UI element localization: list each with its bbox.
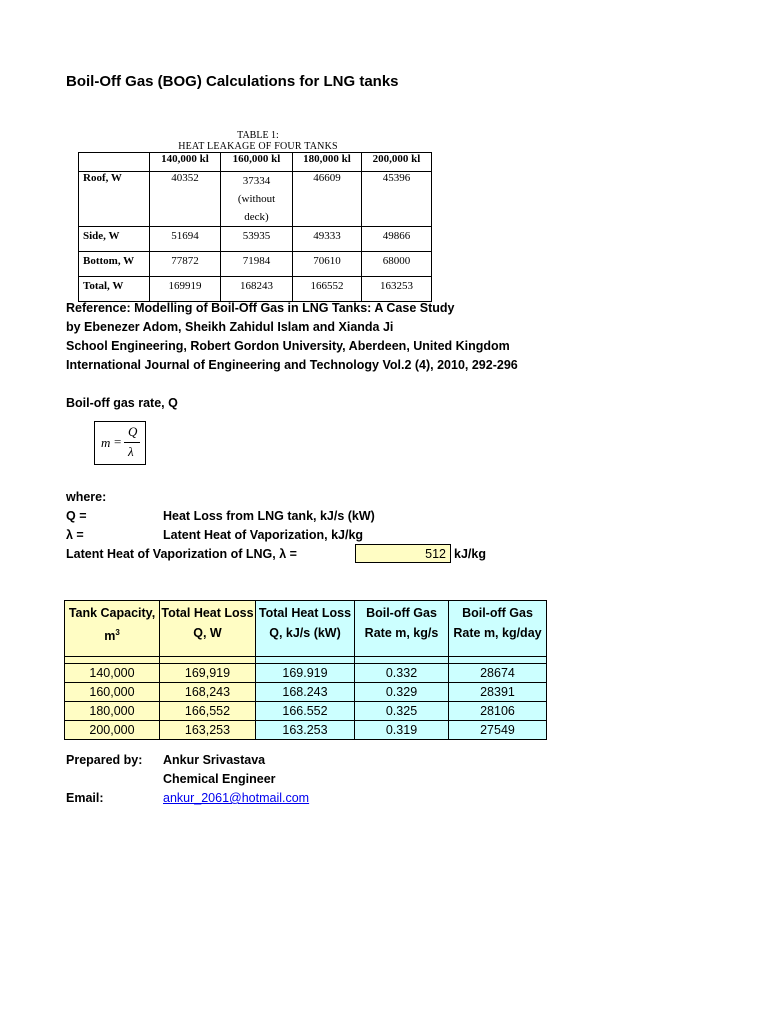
page-title: Boil-Off Gas (BOG) Calculations for LNG tanks — [66, 73, 399, 90]
table-cell[interactable]: 180,000 — [65, 702, 160, 721]
table-cell: 46609 — [293, 172, 362, 227]
spacer-row — [65, 657, 547, 664]
table1-header: 180,000 kl — [293, 153, 362, 172]
email-label: Email: — [66, 791, 104, 805]
reference-authors: by Ebenezer Adom, Sheikh Zahidul Islam and Xianda Ji — [66, 320, 394, 334]
results-table — [64, 600, 547, 740]
table-row — [79, 227, 432, 252]
table1-header: 140,000 kl — [150, 153, 221, 172]
table-cell — [221, 172, 293, 227]
reference-institution: School Engineering, Robert Gordon University, Aberdeen, United Kingdom — [66, 339, 510, 353]
table-cell: 166552 — [293, 277, 362, 302]
q-description: Heat Loss from LNG tank, kJ/s (kW) — [163, 509, 375, 523]
table1-caption-number: TABLE 1: — [237, 130, 279, 141]
table-cell: 168243 — [221, 277, 293, 302]
table-cell: 0.325 — [355, 702, 449, 721]
table1-caption — [78, 130, 438, 152]
table-cell: 0.332 — [355, 664, 449, 683]
table-cell: 49333 — [293, 227, 362, 252]
table-cell: 27549 — [449, 721, 547, 740]
spacer-cell — [355, 657, 449, 664]
row-label: Side, W — [79, 227, 150, 252]
lambda-symbol: λ = — [66, 528, 84, 542]
formula-denominator: λ — [128, 444, 134, 459]
latent-heat-input[interactable]: 512 — [355, 544, 451, 563]
spacer-cell — [256, 657, 355, 664]
table-cell: 51694 — [150, 227, 221, 252]
header-line: Total Heat Loss — [161, 606, 254, 620]
reference-title: Reference: Modelling of Boil-Off Gas in LNG Tanks: A Case Study — [66, 301, 455, 315]
header-unit: m — [104, 629, 116, 644]
latent-heat-label: Latent Heat of Vaporization of LNG, λ = — [66, 547, 297, 561]
table-cell[interactable]: 168,243 — [160, 683, 256, 702]
table-cell[interactable]: 169,919 — [160, 664, 256, 683]
results-header — [65, 601, 160, 657]
bog-formula — [94, 421, 146, 465]
table-cell: 49866 — [362, 227, 432, 252]
table-row — [65, 683, 547, 702]
table-cell[interactable]: 163,253 — [160, 721, 256, 740]
results-header — [160, 601, 256, 657]
header-line: Total Heat Loss — [258, 606, 352, 620]
formula-lhs: m — [101, 435, 111, 450]
table-row — [79, 277, 432, 302]
table1-corner — [79, 153, 150, 172]
fraction-bar — [124, 442, 140, 443]
header-line: Rate m, kg/s — [364, 626, 439, 640]
table1-header: 160,000 kl — [221, 153, 293, 172]
author-name: Ankur Srivastava — [163, 753, 266, 767]
where-label: where: — [66, 490, 107, 504]
formula-numerator: Q — [128, 424, 138, 439]
header-line: Q, kJ/s (kW) — [269, 626, 341, 640]
table-cell[interactable]: 160,000 — [65, 683, 160, 702]
lambda-description: Latent Heat of Vaporization, kJ/kg — [163, 528, 364, 542]
table-cell: 0.319 — [355, 721, 449, 740]
table-cell[interactable]: 200,000 — [65, 721, 160, 740]
table-cell: 168.243 — [256, 683, 355, 702]
q-symbol: Q = — [66, 509, 87, 523]
results-header — [449, 601, 547, 657]
latent-heat-unit: kJ/kg — [454, 547, 486, 561]
header-superscript: 3 — [115, 628, 120, 637]
table1-caption-title: HEAT LEAKAGE OF FOUR TANKS — [178, 141, 338, 152]
table-cell: 71984 — [221, 252, 293, 277]
spacer-cell — [449, 657, 547, 664]
cell-value: 37334 — [242, 175, 271, 187]
row-label: Bottom, W — [79, 252, 150, 277]
table-cell: 169.919 — [256, 664, 355, 683]
header-line: Boil-off Gas — [366, 606, 437, 620]
table-cell: 53935 — [221, 227, 293, 252]
formula-equals: = — [114, 434, 122, 449]
table-cell: 77872 — [150, 252, 221, 277]
results-header — [256, 601, 355, 657]
table-cell: 28391 — [449, 683, 547, 702]
spacer-cell — [160, 657, 256, 664]
table-cell[interactable]: 166,552 — [160, 702, 256, 721]
table-cell: 28674 — [449, 664, 547, 683]
table-cell: 0.329 — [355, 683, 449, 702]
table-cell: 163253 — [362, 277, 432, 302]
table-row — [65, 702, 547, 721]
email-link[interactable]: ankur_2061@hotmail.com — [163, 791, 310, 805]
header-line: Q, W — [193, 626, 222, 640]
reference-journal: International Journal of Engineering and Technology Vol.2 (4), 2010, 292-296 — [66, 358, 518, 372]
table-cell: 169919 — [150, 277, 221, 302]
table-cell[interactable]: 140,000 — [65, 664, 160, 683]
table-row — [79, 172, 432, 227]
table-row — [65, 664, 547, 683]
table-cell: 45396 — [362, 172, 432, 227]
table-cell: 28106 — [449, 702, 547, 721]
table-row — [79, 252, 432, 277]
table-cell: 68000 — [362, 252, 432, 277]
cell-note: (without deck) — [237, 193, 276, 223]
table-cell: 70610 — [293, 252, 362, 277]
table-cell: 163.253 — [256, 721, 355, 740]
email-wrapper — [163, 791, 309, 805]
table1-header: 200,000 kl — [362, 153, 432, 172]
row-label: Total, W — [79, 277, 150, 302]
header-line: Boil-off Gas — [462, 606, 533, 620]
table-row — [65, 721, 547, 740]
row-label: Roof, W — [79, 172, 150, 227]
heat-leakage-table — [78, 152, 432, 302]
table-cell: 166.552 — [256, 702, 355, 721]
header-line: Tank Capacity, — [68, 606, 156, 620]
results-header — [355, 601, 449, 657]
spacer-cell — [65, 657, 160, 664]
header-line: Rate m, kg/day — [453, 626, 542, 640]
author-role: Chemical Engineer — [163, 772, 276, 786]
formula-heading: Boil-off gas rate, Q — [66, 396, 178, 410]
prepared-by-label: Prepared by: — [66, 753, 143, 767]
header-line — [66, 623, 158, 646]
table-cell: 40352 — [150, 172, 221, 227]
